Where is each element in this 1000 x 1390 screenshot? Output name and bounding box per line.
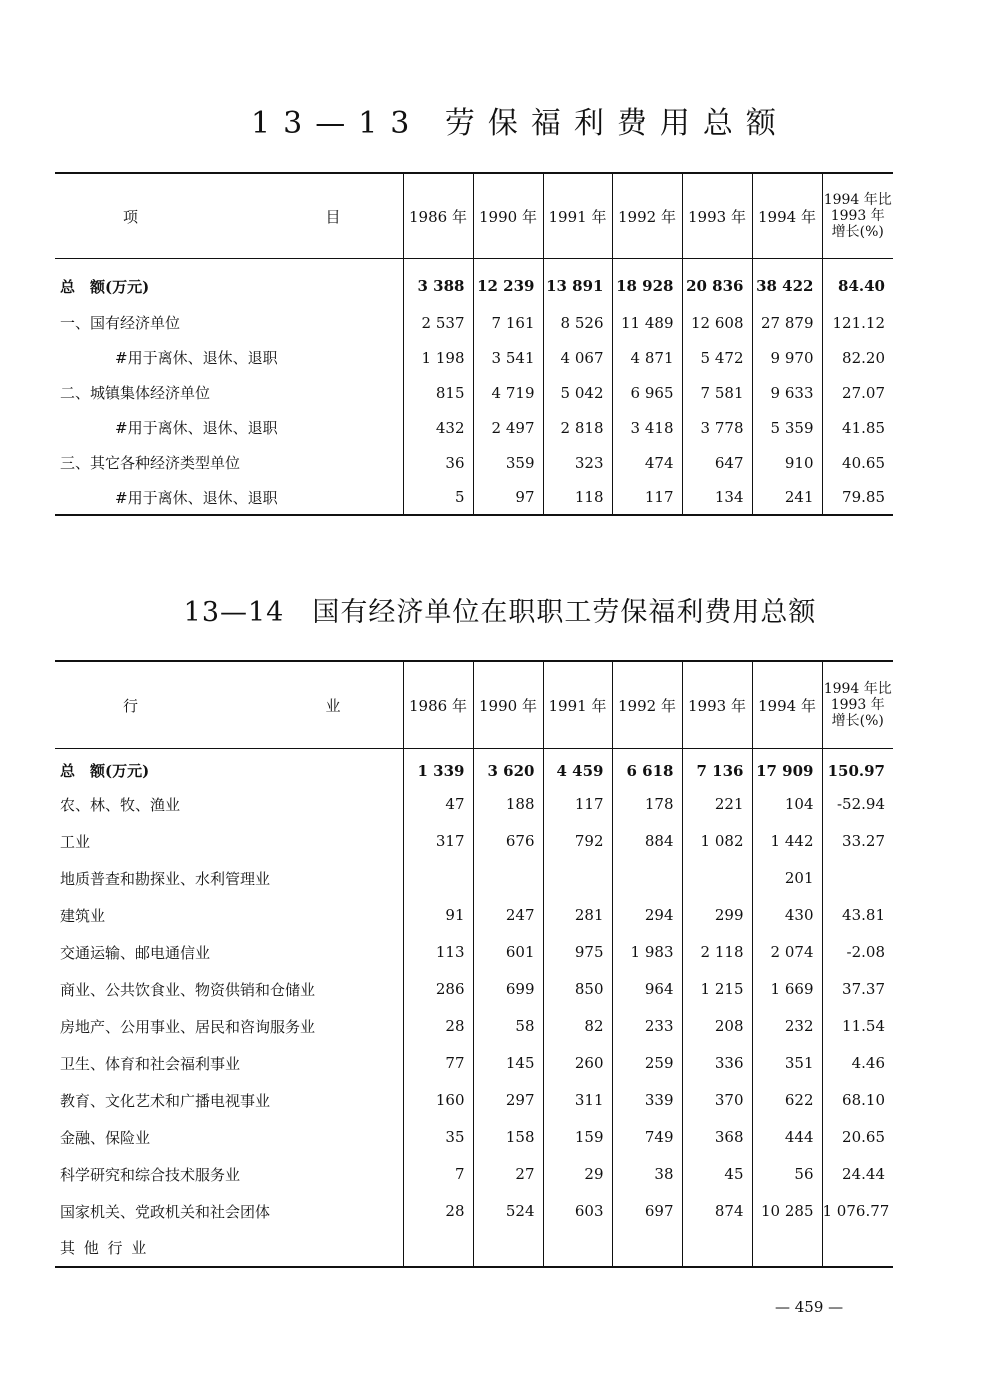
table-cell: 647 — [682, 445, 752, 480]
table-cell — [822, 860, 893, 897]
row-label: 工业 — [60, 832, 91, 851]
table-cell: 1 983 — [612, 934, 682, 971]
table-cell: 975 — [543, 934, 612, 971]
table-cell: 6 965 — [612, 375, 682, 410]
table-cell: 7 — [403, 1156, 473, 1193]
table-row — [55, 786, 893, 823]
table-cell: 47 — [403, 786, 473, 823]
table-cell: 159 — [543, 1119, 612, 1156]
table-cell: 35 — [403, 1119, 473, 1156]
table-cell: 524 — [473, 1193, 543, 1230]
table-cell: -2.08 — [822, 934, 893, 971]
table1-labor-welfare-totals — [55, 172, 893, 516]
row-label: 三、其它各种经济类型单位 — [60, 454, 241, 472]
table-cell: 241 — [752, 480, 822, 515]
table-cell — [473, 1230, 543, 1267]
table-cell: 351 — [752, 1045, 822, 1082]
table-cell: 13 891 — [543, 259, 612, 306]
table-cell: 145 — [473, 1045, 543, 1082]
table2-header-growth-line: 增长(%) — [831, 713, 884, 729]
table2-header-growth-line: 1994 年比 — [823, 681, 892, 697]
table-cell: 964 — [612, 971, 682, 1008]
table-cell: 79.85 — [822, 480, 893, 515]
table-row — [55, 305, 893, 340]
table-cell: 160 — [403, 1082, 473, 1119]
table-cell: 1 215 — [682, 971, 752, 1008]
table-cell: 622 — [752, 1082, 822, 1119]
table-cell: 7 136 — [682, 749, 752, 786]
table-row — [55, 823, 893, 860]
table-cell: 676 — [473, 823, 543, 860]
table-cell: 201 — [752, 860, 822, 897]
table-cell — [612, 860, 682, 897]
table-cell: 24.44 — [822, 1156, 893, 1193]
table-cell: 82.20 — [822, 340, 893, 375]
table-row — [55, 1119, 893, 1156]
table-cell: 68.10 — [822, 1082, 893, 1119]
table-cell: 178 — [612, 786, 682, 823]
table-cell: 113 — [403, 934, 473, 971]
table-cell: 4 871 — [612, 340, 682, 375]
table-cell: 5 472 — [682, 340, 752, 375]
table2-header-year: 1986 年 — [403, 661, 473, 749]
table-row — [55, 375, 893, 410]
table-cell: 370 — [682, 1082, 752, 1119]
table-row — [55, 1156, 893, 1193]
table-cell: 188 — [473, 786, 543, 823]
table-cell: 299 — [682, 897, 752, 934]
table-cell: 12 239 — [473, 259, 543, 306]
table2-header-year: 1994 年 — [752, 661, 822, 749]
table-cell: 38 — [612, 1156, 682, 1193]
table-cell: 749 — [612, 1119, 682, 1156]
table-cell: 2 074 — [752, 934, 822, 971]
table-cell: 5 042 — [543, 375, 612, 410]
table-row — [55, 445, 893, 480]
table-cell: 4.46 — [822, 1045, 893, 1082]
row-label: 国家机关、党政机关和社会团体 — [60, 1202, 271, 1221]
table2-header-year: 1993 年 — [682, 661, 752, 749]
table-cell: 7 581 — [682, 375, 752, 410]
table-cell: 850 — [543, 971, 612, 1008]
table-cell: 3 620 — [473, 749, 543, 786]
table-cell — [403, 1230, 473, 1267]
table-cell: 910 — [752, 445, 822, 480]
table-cell: 6 618 — [612, 749, 682, 786]
table-cell: 792 — [543, 823, 612, 860]
table-row — [55, 749, 893, 786]
table-cell: 12 608 — [682, 305, 752, 340]
table-cell: 82 — [543, 1008, 612, 1045]
table-cell: 104 — [752, 786, 822, 823]
row-label: 房地产、公用事业、居民和咨询服务业 — [60, 1017, 316, 1036]
table-cell: 37.37 — [822, 971, 893, 1008]
table-cell: 33.27 — [822, 823, 893, 860]
table-cell: 9 633 — [752, 375, 822, 410]
table-cell: 2 818 — [543, 410, 612, 445]
table-cell — [543, 1230, 612, 1267]
table-row — [55, 897, 893, 934]
table-cell: 474 — [612, 445, 682, 480]
row-label: 其 他 行 业 — [60, 1239, 149, 1257]
table-cell: 121.12 — [822, 305, 893, 340]
row-label: 总 额(万元) — [60, 762, 150, 781]
table-cell: 117 — [612, 480, 682, 515]
table-cell: 1 339 — [403, 749, 473, 786]
table-cell: 28 — [403, 1193, 473, 1230]
table-cell: 3 541 — [473, 340, 543, 375]
table2-body — [55, 749, 893, 1267]
table-cell: 286 — [403, 971, 473, 1008]
table-cell: 118 — [543, 480, 612, 515]
table-cell: 432 — [403, 410, 473, 445]
table-cell — [752, 1230, 822, 1267]
table-cell: 233 — [612, 1008, 682, 1045]
row-label: 商业、公共饮食业、物资供销和仓储业 — [60, 980, 316, 999]
table-cell: 430 — [752, 897, 822, 934]
table-cell: 603 — [543, 1193, 612, 1230]
table-cell: 8 526 — [543, 305, 612, 340]
table-cell: 38 422 — [752, 259, 822, 306]
table-row — [55, 860, 893, 897]
table2-header-industry-left: 行 — [123, 696, 139, 715]
table2-header-industry — [55, 661, 403, 749]
table-cell: 444 — [752, 1119, 822, 1156]
table-cell — [682, 860, 752, 897]
table-cell: 9 970 — [752, 340, 822, 375]
table-cell: 699 — [473, 971, 543, 1008]
table-cell: 359 — [473, 445, 543, 480]
row-label: #用于离休、退休、退职 — [115, 349, 278, 367]
table2-header-growth — [822, 661, 893, 749]
table2-header-year: 1991 年 — [543, 661, 612, 749]
table-cell: 18 928 — [612, 259, 682, 306]
table-row — [55, 340, 893, 375]
table-row — [55, 934, 893, 971]
table-cell: 1 669 — [752, 971, 822, 1008]
table-row — [55, 1230, 893, 1267]
table-cell: 4 459 — [543, 749, 612, 786]
table1-header-item-left: 项 — [123, 207, 139, 226]
table-cell — [822, 1230, 893, 1267]
table-cell: 11 489 — [612, 305, 682, 340]
table-cell: 323 — [543, 445, 612, 480]
table-cell: 5 — [403, 480, 473, 515]
table-cell: 45 — [682, 1156, 752, 1193]
table-cell: 4 719 — [473, 375, 543, 410]
table-cell — [473, 860, 543, 897]
table-cell — [403, 860, 473, 897]
table-cell: 297 — [473, 1082, 543, 1119]
table-cell: 1 082 — [682, 823, 752, 860]
table1-header-growth-line: 1993 年 — [830, 208, 885, 224]
table-cell — [543, 860, 612, 897]
table-row — [55, 971, 893, 1008]
table-cell: -52.94 — [822, 786, 893, 823]
table-cell: 336 — [682, 1045, 752, 1082]
page-number: — 459 — — [775, 1298, 844, 1316]
table-cell: 41.85 — [822, 410, 893, 445]
table1-header-growth-line: 增长(%) — [831, 224, 884, 240]
table-row — [55, 1193, 893, 1230]
table-cell: 91 — [403, 897, 473, 934]
table-cell: 58 — [473, 1008, 543, 1045]
row-label: #用于离休、退休、退职 — [115, 419, 278, 437]
table1-title: 13—13 劳保福利费用总额 — [251, 106, 789, 141]
table1-header-item-right: 目 — [325, 207, 341, 226]
table-cell: 221 — [682, 786, 752, 823]
table-cell: 117 — [543, 786, 612, 823]
table1-header-growth-line: 1994 年比 — [823, 192, 892, 208]
table2-header-year: 1990 年 — [473, 661, 543, 749]
row-label: 交通运输、邮电通信业 — [60, 943, 211, 962]
table-cell: 97 — [473, 480, 543, 515]
row-label: 卫生、体育和社会福利事业 — [60, 1054, 241, 1073]
table-cell: 874 — [682, 1193, 752, 1230]
table-cell: 7 161 — [473, 305, 543, 340]
row-label: 金融、保险业 — [60, 1128, 151, 1147]
table-cell: 56 — [752, 1156, 822, 1193]
table1-header-year: 1990 年 — [473, 173, 543, 259]
table1-body — [55, 259, 893, 516]
table2-state-owned-welfare-by-industry — [55, 660, 893, 1268]
table-cell: 697 — [612, 1193, 682, 1230]
table-cell: 134 — [682, 480, 752, 515]
table1-header-year: 1986 年 — [403, 173, 473, 259]
table-cell: 36 — [403, 445, 473, 480]
table-cell: 20.65 — [822, 1119, 893, 1156]
row-label: 建筑业 — [60, 906, 106, 925]
table1-header-growth — [822, 173, 893, 259]
table-row — [55, 480, 893, 515]
table-cell: 247 — [473, 897, 543, 934]
table-cell: 27 — [473, 1156, 543, 1193]
table-cell: 27 879 — [752, 305, 822, 340]
table-cell: 368 — [682, 1119, 752, 1156]
table-cell: 11.54 — [822, 1008, 893, 1045]
table-cell: 29 — [543, 1156, 612, 1193]
table-cell: 77 — [403, 1045, 473, 1082]
table-cell: 815 — [403, 375, 473, 410]
table-cell: 5 359 — [752, 410, 822, 445]
table-row — [55, 1008, 893, 1045]
table-cell: 2 118 — [682, 934, 752, 971]
table2-header-year: 1992 年 — [612, 661, 682, 749]
table-row — [55, 1045, 893, 1082]
table-cell: 4 067 — [543, 340, 612, 375]
table-cell: 3 778 — [682, 410, 752, 445]
table-cell: 3 418 — [612, 410, 682, 445]
table-cell: 317 — [403, 823, 473, 860]
row-label: 二、城镇集体经济单位 — [60, 384, 211, 402]
table2-header-row — [55, 661, 893, 749]
table-cell: 158 — [473, 1119, 543, 1156]
table-cell: 43.81 — [822, 897, 893, 934]
table2-title: 13—14 国有经济单位在职职工劳保福利费用总额 — [183, 597, 817, 628]
table-row — [55, 259, 893, 306]
row-label: 教育、文化艺术和广播电视事业 — [60, 1091, 271, 1110]
table-cell: 601 — [473, 934, 543, 971]
table-cell: 150.97 — [822, 749, 893, 786]
table1-header-row — [55, 173, 893, 259]
table-cell: 1 198 — [403, 340, 473, 375]
table-cell: 259 — [612, 1045, 682, 1082]
table1-header-year: 1991 年 — [543, 173, 612, 259]
table-cell: 17 909 — [752, 749, 822, 786]
table-cell: 84.40 — [822, 259, 893, 306]
table-cell: 27.07 — [822, 375, 893, 410]
table-row — [55, 1082, 893, 1119]
table-cell: 884 — [612, 823, 682, 860]
table-cell: 2 537 — [403, 305, 473, 340]
table-cell: 20 836 — [682, 259, 752, 306]
row-label: 农、林、牧、渔业 — [60, 795, 181, 814]
table-cell — [612, 1230, 682, 1267]
table1-header-year: 1992 年 — [612, 173, 682, 259]
table-cell: 10 285 — [752, 1193, 822, 1230]
table-cell: 40.65 — [822, 445, 893, 480]
table-cell: 294 — [612, 897, 682, 934]
table-cell: 339 — [612, 1082, 682, 1119]
table-cell: 3 388 — [403, 259, 473, 306]
row-label: 一、国有经济单位 — [60, 314, 181, 332]
row-label: #用于离休、退休、退职 — [115, 488, 278, 507]
row-label: 科学研究和综合技术服务业 — [60, 1165, 241, 1184]
table1-header-item — [55, 173, 403, 259]
table-cell: 232 — [752, 1008, 822, 1045]
row-label: 总 额(万元) — [60, 277, 150, 296]
table1-header-year: 1994 年 — [752, 173, 822, 259]
table1-header-year: 1993 年 — [682, 173, 752, 259]
table-cell: 2 497 — [473, 410, 543, 445]
table-cell: 311 — [543, 1082, 612, 1119]
table2-header-industry-right: 业 — [325, 696, 341, 715]
table-cell: 28 — [403, 1008, 473, 1045]
row-label: 地质普查和勘探业、水利管理业 — [60, 869, 271, 888]
table2-header-growth-line: 1993 年 — [830, 697, 885, 713]
table-cell: 1 442 — [752, 823, 822, 860]
table-cell: 208 — [682, 1008, 752, 1045]
table-cell: 281 — [543, 897, 612, 934]
table-cell: 1 076.77 — [822, 1193, 893, 1230]
table-cell: 260 — [543, 1045, 612, 1082]
table-row — [55, 410, 893, 445]
table-cell — [682, 1230, 752, 1267]
